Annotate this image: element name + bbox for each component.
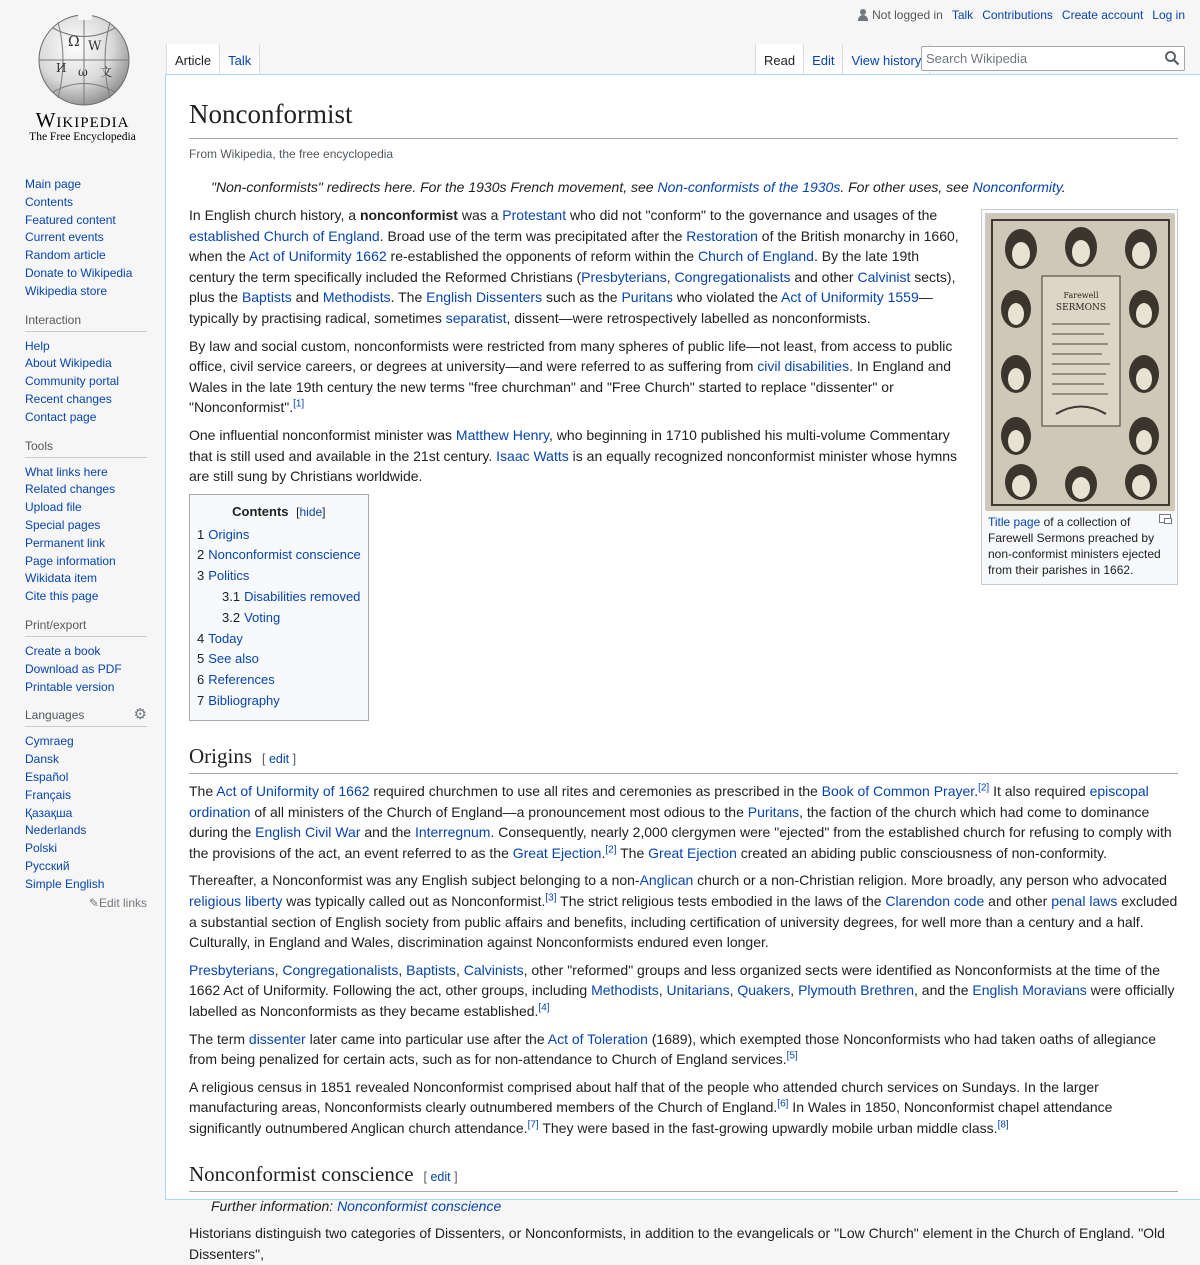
sidebar-print-item[interactable] (25, 643, 147, 661)
toc-link[interactable]: References (208, 672, 275, 688)
edit-links[interactable] (25, 896, 147, 910)
paragraph: Thereafter, a Nonconformist was any English subject belonging to a non-Anglican church or a non-Christian religion. More broadly, any person who advocated religious liberty was typically called out as Nonconformist.[3] The strict religious tests embodied in the laws of the Clarendon code and other penal laws excluded a substantial section of English society from public affairs and benefits, including certification of university degrees, for well more than a century and a half. Culturally, in England and Wales, discrimination against Nonconformists endured even longer. (189, 872, 1178, 951)
thumbnail-caption (985, 510, 1174, 581)
sidebar-tools-item[interactable] (25, 481, 147, 499)
sidebar-tools-item-link[interactable]: Page information (25, 553, 116, 568)
page-title: Nonconformist (189, 97, 1178, 139)
sidebar-tools-item[interactable] (25, 588, 147, 606)
namespace-tabs (166, 44, 260, 74)
link[interactable]: Book of Common Prayer (821, 783, 975, 800)
sidebar-language-item-link[interactable]: Dansk (25, 752, 60, 767)
edit-link[interactable]: edit (430, 1169, 451, 1184)
user-icon (858, 9, 868, 21)
section-title: Nonconformist conscience (189, 1161, 414, 1186)
link[interactable]: Unitarians (666, 982, 730, 999)
sidebar-interaction-item[interactable] (25, 391, 147, 409)
toc-item[interactable] (197, 566, 361, 628)
sidebar-tools-item[interactable] (25, 464, 147, 482)
link[interactable]: Interregnum (414, 824, 491, 841)
sidebar-nav-item[interactable] (25, 194, 147, 212)
citation[interactable]: [8] (997, 1119, 1009, 1131)
paragraph: The term dissenter later came into particular use after the Act of Toleration (1689), which exempted those Nonconformists who had taken oaths of allegiance from being penalized for certain acts, such as for non-attendance to Church of England services.[5] (189, 1030, 1157, 1068)
toc-link[interactable]: Politics (208, 568, 250, 584)
sidebar-language-item[interactable] (25, 858, 147, 876)
svg-text:И: И (56, 61, 67, 75)
toc-item[interactable] (222, 608, 361, 629)
link[interactable]: Clarendon code (885, 893, 985, 910)
tab-view-history-label[interactable]: View history (851, 53, 922, 68)
paragraph: Historians distinguish two categories of Dissenters, or Nonconformists, in addition to the evangelicals or "Low Church" element in the Church of England. "Old Dissenters", (189, 1225, 1165, 1263)
link[interactable]: Calvinist (857, 268, 911, 285)
log-in-link[interactable]: Log in (1152, 8, 1185, 22)
toc-item[interactable] (222, 587, 361, 608)
link[interactable]: Isaac Watts (496, 447, 569, 464)
link[interactable]: religious liberty (189, 893, 283, 910)
sidebar-nav-item-link[interactable]: Featured content (25, 212, 116, 227)
search-input[interactable] (921, 46, 1185, 71)
citation[interactable]: [6] (777, 1098, 789, 1110)
toc-number: 3.2 (222, 609, 241, 625)
tab-edit-label[interactable]: Edit (812, 53, 835, 68)
talk-link[interactable]: Talk (951, 8, 974, 22)
toc-item[interactable] (197, 691, 361, 712)
sidebar-tools (25, 439, 147, 606)
link[interactable]: Baptists (406, 961, 456, 978)
tab-talk[interactable] (220, 44, 260, 74)
globe-icon (28, 10, 136, 110)
link[interactable]: Restoration (686, 227, 758, 244)
tab-article-label: Article (175, 53, 212, 68)
toc-item[interactable] (197, 670, 361, 691)
toc-link[interactable]: Nonconformist conscience (208, 547, 361, 563)
enlarge-icon[interactable] (1159, 514, 1171, 523)
link[interactable]: Presbyterians (581, 268, 667, 285)
sidebar-nav-item[interactable] (25, 265, 147, 283)
link[interactable]: established Church of England (189, 227, 380, 244)
toc-number: 6 (197, 672, 205, 688)
section-heading-nonconformist-conscience (189, 1161, 1178, 1192)
sidebar-tools-item-link[interactable]: What links here (25, 464, 108, 479)
sidebar-nav-item[interactable] (25, 212, 147, 230)
link[interactable]: Congregationalists (282, 961, 399, 978)
link[interactable]: Act of Uniformity 1559 (781, 289, 919, 306)
link[interactable]: civil disabilities (757, 358, 850, 375)
further-info-label: Further information: (211, 1197, 338, 1214)
link[interactable]: dissenter (248, 1030, 306, 1047)
view-tabs (755, 44, 930, 74)
languages-heading (25, 708, 147, 727)
link[interactable]: Calvinists (463, 961, 524, 978)
sidebar-nav-item-link[interactable]: Wikipedia store (25, 283, 108, 298)
not-logged-in-label: Not logged in (872, 8, 943, 22)
sidebar-language-item[interactable] (25, 840, 147, 858)
paragraph: One influential nonconformist minister was Matthew Henry, who beginning in 1710 published his multi-volume Commentary that is still used and available in the 21st century. Isaac Watts is an equally recognized nonconformist minister whose hymns are still sung by Christians worldwide. (189, 427, 958, 485)
link[interactable]: Baptists (241, 289, 292, 306)
toc-title (197, 502, 361, 523)
further-info-link[interactable]: Nonconformist conscience (337, 1197, 502, 1214)
sidebar-nav-item-link[interactable]: Contents (25, 194, 74, 209)
sidebar-interaction-item-link[interactable]: Help (25, 338, 50, 353)
sidebar-language-item-link[interactable]: Polski (25, 841, 58, 856)
hatnote-text: . (1061, 179, 1066, 196)
sidebar-tools-item-link[interactable]: Special pages (25, 517, 101, 532)
logo-tagline: The Free Encyclopedia (29, 131, 136, 143)
edit-link[interactable]: edit (268, 751, 290, 766)
section-heading-origins (189, 743, 1178, 774)
sidebar-nav-item[interactable] (25, 247, 147, 265)
paragraph: The Act of Uniformity of 1662 required churchmen to use all rites and ceremonies as prescribed in the Book of Common Prayer.[2] It also required episcopal ordination of all ministers of the Church of England—a pronouncement most odious to the Puritans, the faction of the church which had come to dominance during the English Civil War and the Interregnum. Consequently, nearly 2,000 clergymen were "ejected" from the established church for refusing to comply with the provisions of the act, an event referred to as the Great Ejection.[2] The Great Ejection created an abiding public consciousness of non-conformity. (189, 782, 1172, 861)
tab-read-label: Read (764, 53, 796, 68)
sidebar (0, 170, 165, 922)
gear-icon[interactable]: ⚙ (133, 706, 147, 724)
link[interactable]: Presbyterians (189, 961, 275, 978)
personal-tools (858, 8, 1185, 22)
sidebar-interaction-item[interactable] (25, 373, 147, 391)
citation[interactable]: [4] (538, 1002, 550, 1014)
create-account-link[interactable]: Create account (1061, 8, 1144, 22)
sidebar-nav-item[interactable] (25, 229, 147, 247)
sidebar-print-item[interactable] (25, 679, 147, 697)
paragraph: In English church history, a nonconformist was a Protestant who did not "conform" to the governance and usages of the established Church of England. Broad use of the term was precipitated after the Restoration of the British monarchy in 1660, when the Act of Uniformity 1662 re-established the opponents of reform within the Church of England. By the late 19th century the term specifically included the Reformed Christians (Presbyterians, Congregationalists and other Calvinist sects), plus the Baptists and Methodists. The English Dissenters such as the Puritans who violated the Act of Uniformity 1559—typically by practising radical, sometimes separatist, dissent—were retrospectively labelled as nonconformists. (189, 207, 959, 327)
hatnote-link[interactable]: Non-conformists of the 1930s (657, 179, 841, 196)
further-information (189, 1196, 1178, 1217)
sidebar-tools-item-link[interactable]: Related changes (25, 482, 116, 497)
citation[interactable]: [2] (605, 844, 617, 856)
sidebar-interaction-item-link[interactable]: About Wikipedia (25, 356, 112, 371)
hatnote-text: "Non-conformists" redirects here. For the 1930s French movement, see (211, 179, 658, 196)
toc-item[interactable] (197, 545, 361, 566)
farewell-sermons-image[interactable] (985, 213, 1174, 510)
sidebar-language-item[interactable] (25, 876, 147, 894)
sidebar-navigation (25, 174, 147, 301)
link[interactable]: Congregationalists (674, 268, 791, 285)
link[interactable]: Great Ejection (512, 844, 602, 861)
sidebar-nav-item[interactable] (25, 176, 147, 194)
sidebar-languages (25, 708, 147, 909)
link[interactable]: Act of Toleration (547, 1030, 648, 1047)
toc-number: 2 (197, 547, 205, 563)
toc-hide-toggle[interactable]: [hide] (296, 504, 326, 519)
sidebar-print-item-link[interactable]: Printable version (25, 679, 115, 694)
sidebar-print-item-link[interactable]: Create a book (25, 643, 101, 658)
thumbnail (981, 209, 1178, 585)
engraving-title-line2: SERMONS (1055, 303, 1107, 314)
citation[interactable]: [2] (978, 782, 990, 794)
sidebar-interaction (25, 313, 147, 427)
link[interactable]: episcopal ordination (189, 783, 1149, 820)
sidebar-language-item-link[interactable]: Français (25, 787, 72, 802)
tab-view-history[interactable] (843, 44, 930, 74)
sidebar-tools-item-link[interactable]: Upload file (25, 500, 82, 515)
hatnote-link[interactable]: Nonconformity (972, 179, 1062, 196)
sidebar-tools-item-link[interactable]: Wikidata item (25, 571, 98, 586)
sidebar-language-item[interactable] (25, 805, 147, 823)
link[interactable]: Quakers (737, 982, 791, 999)
toc-item[interactable] (197, 525, 361, 546)
paragraph: Presbyterians, Congregationalists, Baptists, Calvinists, other "reformed" groups and less organized sects were identified as Nonconformists at the time of the 1662 Act of Uniformity. Following the act, other groups, including Methodists, Unitarians, Quakers, Plymouth Brethren, and the English Moravians were officially labelled as Nonconformists as they became established.[4] (189, 961, 1175, 1019)
main-content (165, 74, 1200, 1263)
sidebar-interaction-item-link[interactable]: Recent changes (25, 391, 112, 406)
link[interactable]: English Civil War (255, 824, 361, 841)
toc-hide-link[interactable]: hide (299, 504, 323, 519)
sidebar-nav-item-link[interactable]: Current events (25, 230, 104, 245)
toc-link[interactable]: Bibliography (208, 692, 280, 708)
citation[interactable]: [5] (786, 1050, 798, 1062)
search-icon[interactable] (1164, 50, 1180, 66)
sidebar-language-item-link[interactable]: Қазақша (25, 805, 73, 820)
sidebar-tools-item[interactable] (25, 517, 147, 535)
section-edit-link[interactable]: [ edit ] (262, 751, 297, 766)
link[interactable]: separatist (445, 310, 507, 327)
engraving-title-line1: Farewell (1063, 291, 1099, 301)
sidebar-language-item-link[interactable]: Simple English (25, 876, 105, 891)
toc-heading: Contents (232, 503, 289, 519)
table-of-contents (189, 494, 369, 721)
tab-talk-label[interactable]: Talk (228, 53, 252, 68)
toc-number: 7 (197, 692, 205, 708)
edit-links-label: Edit links (98, 895, 147, 910)
link[interactable]: Methodists (322, 289, 391, 306)
link[interactable]: Matthew Henry (455, 427, 550, 444)
sidebar-interaction-item[interactable] (25, 409, 147, 427)
print-export-heading: Print/export (25, 618, 147, 637)
tab-edit[interactable] (804, 44, 843, 74)
contributions-link[interactable]: Contributions (982, 8, 1053, 22)
svg-text:W: W (88, 39, 102, 54)
sidebar-interaction-item[interactable] (25, 355, 147, 373)
link[interactable]: Puritans (747, 803, 800, 820)
caption-text: of a collection of Farewell Sermons preached by non-conformist ministers ejected from their parishes in 1662. (988, 515, 1161, 578)
sidebar-language-item[interactable] (25, 751, 147, 769)
tab-article[interactable] (166, 44, 220, 74)
sidebar-language-item[interactable] (25, 769, 147, 787)
sidebar-nav-item-link[interactable]: Donate to Wikipedia (25, 265, 133, 280)
link[interactable]: Plymouth Brethren (798, 982, 915, 999)
sidebar-tools-item[interactable] (25, 535, 147, 553)
languages-heading-label: Languages (25, 708, 85, 723)
section-edit-link[interactable]: [ edit ] (423, 1169, 458, 1184)
portrait-engraving (986, 214, 1175, 511)
not-logged-in (858, 8, 943, 22)
interaction-heading: Interaction (25, 313, 147, 332)
sidebar-language-item-link[interactable]: Nederlands (25, 823, 87, 838)
pencil-icon: ✎ (88, 895, 99, 910)
toc-link[interactable]: Voting (244, 609, 281, 625)
citation[interactable]: [3] (545, 892, 557, 904)
sidebar-interaction-item[interactable] (25, 338, 147, 356)
sidebar-language-item-link[interactable]: Español (25, 769, 69, 784)
link[interactable]: Methodists (591, 982, 659, 999)
toc-number: 1 (197, 526, 205, 542)
citation[interactable]: [1] (293, 398, 305, 410)
sidebar-nav-item-link[interactable]: Random article (25, 248, 106, 263)
sidebar-interaction-item-link[interactable]: Contact page (25, 409, 97, 424)
link[interactable]: Great Ejection (648, 844, 737, 861)
sidebar-language-item[interactable] (25, 733, 147, 751)
toc-number: 3.1 (222, 588, 241, 604)
tools-heading: Tools (25, 439, 147, 458)
sidebar-print-item-link[interactable]: Download as PDF (25, 661, 122, 676)
svg-text:ω: ω (78, 65, 88, 79)
toc-link[interactable]: Disabilities removed (244, 588, 361, 604)
citation[interactable]: [7] (527, 1119, 539, 1131)
toc-number: 4 (197, 630, 205, 646)
hatnote-text: . For other uses, see (840, 179, 973, 196)
sidebar-tools-item[interactable] (25, 499, 147, 517)
sidebar-tools-item-link[interactable]: Cite this page (25, 589, 99, 604)
svg-text:文: 文 (100, 65, 113, 79)
link[interactable]: Protestant (502, 207, 567, 224)
sidebar-tools-item[interactable] (25, 570, 147, 588)
sidebar-print-item[interactable] (25, 661, 147, 679)
link[interactable]: Puritans (621, 289, 673, 306)
sidebar-language-item[interactable] (25, 787, 147, 805)
link[interactable]: Church of England (697, 248, 814, 265)
link[interactable]: Act of Uniformity 1662 (248, 248, 387, 265)
toc-link[interactable]: Today (208, 630, 243, 646)
sidebar-language-item-link[interactable]: Русский (25, 858, 70, 873)
sidebar-nav-item[interactable] (25, 283, 147, 301)
sidebar-nav-item-link[interactable]: Main page (25, 177, 82, 191)
link[interactable]: Act of Uniformity of 1662 (216, 783, 370, 800)
paragraph: By law and social custom, nonconformists were restricted from many spheres of public life—not least, from access to public office, civil service careers, or degrees at university—and were referred to as suffering from civil disabilities. In England and Wales in the late 19th century the new terms "free churchman" and "Free Church" started to replace "dissenter" or "Nonconformist".[1] (189, 337, 953, 416)
paragraph: A religious census in 1851 revealed Nonconformist comprised about half that of the people who attended church services on Sundays. In the larger manufacturing areas, Nonconformists clearly outnumbered members of the Church of England.[6] In Wales in 1850, Nonconformist chapel attendance significantly outnumbered Anglican church attendance.[7] They were based in the fast-growing upwardly mobile urban middle class.[8] (189, 1078, 1113, 1136)
toc-number: 3 (197, 568, 205, 584)
section-title: Origins (189, 743, 252, 768)
toc-link[interactable]: See also (208, 651, 259, 667)
toc-item[interactable] (197, 649, 361, 670)
sidebar-language-item[interactable] (25, 822, 147, 840)
toc-item[interactable] (197, 629, 361, 650)
svg-text:Ω: Ω (68, 34, 80, 50)
link[interactable]: penal laws (1051, 893, 1118, 910)
link[interactable]: English Moravians (972, 982, 1087, 999)
tab-read[interactable] (755, 44, 804, 74)
search-placeholder: Search Wikipedia (926, 51, 1028, 66)
site-tagline: From Wikipedia, the free encyclopedia (189, 147, 394, 162)
wordmark: Wikipedia (35, 108, 130, 132)
sidebar-tools-item[interactable] (25, 553, 147, 571)
sidebar-tools-item-link[interactable]: Permanent link (25, 535, 106, 550)
toc-number: 5 (197, 651, 205, 667)
sidebar-interaction-item-link[interactable]: Community portal (25, 374, 120, 389)
sidebar-print-export (25, 618, 147, 696)
link[interactable]: English Dissenters (426, 289, 543, 306)
wikipedia-logo[interactable] (0, 0, 165, 160)
link[interactable]: Anglican (639, 872, 694, 889)
toc-link[interactable]: Origins (208, 526, 250, 542)
caption-link[interactable]: Title page (988, 515, 1041, 530)
sidebar-language-item-link[interactable]: Cymraeg (25, 734, 74, 749)
hatnote (189, 177, 1178, 198)
